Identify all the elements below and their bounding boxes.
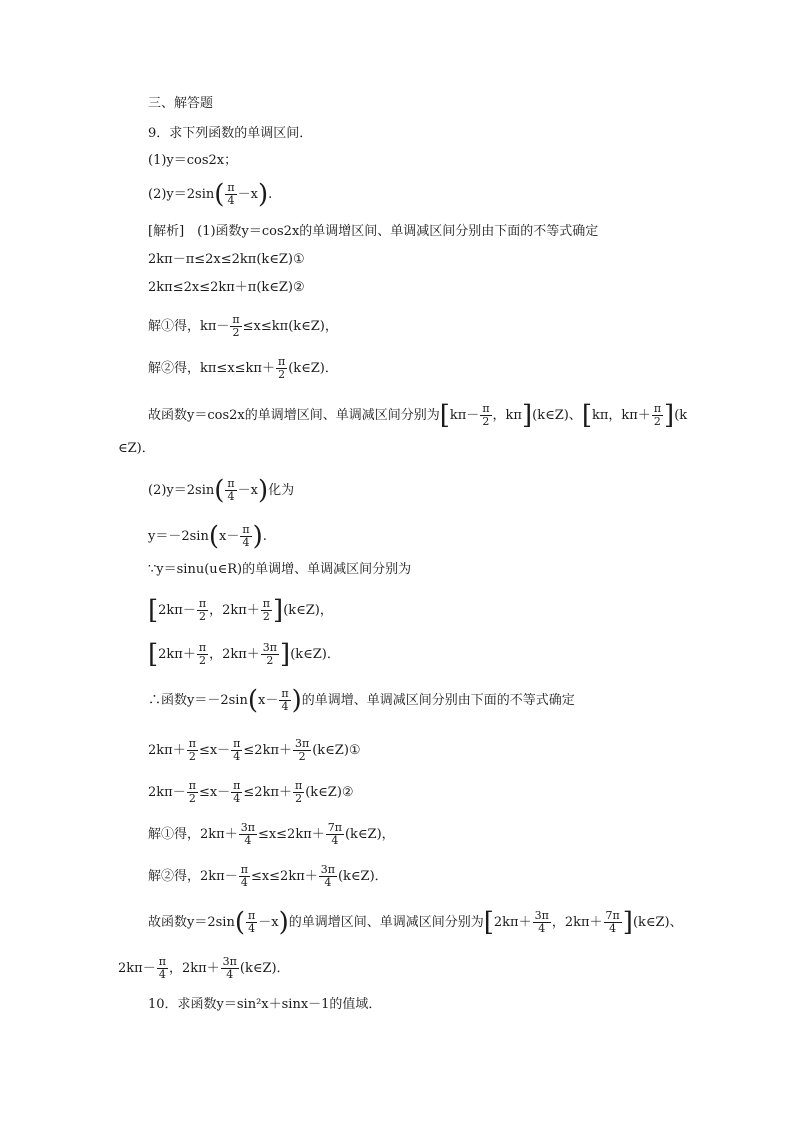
solve-1: 解①得，kπ－ $\frac{\pi}{2}$ ≤x≤kπ(k∈Z)， <box>148 313 338 339</box>
q10-stem: 10．求函数y＝sin²x＋sinx－1的值域． <box>148 997 382 1012</box>
solution-intro: [解析] (1)函数y＝cos2x的单调增区间、单调减区间分别由下面的不等式确定 <box>148 224 599 239</box>
inequality-3: 2kπ＋ $\frac{\pi}{2}$ ≤x－ $\frac{\pi}{4}$ ≤2kπ＋ $\frac{3\pi}{2}$ (k∈Z)① <box>148 737 361 763</box>
solve-2: 解②得，kπ≤x≤kπ＋ $\frac{\pi}{2}$ (k∈Z)． <box>148 355 338 381</box>
q9-stem: 9．求下列函数的单调区间． <box>148 126 313 141</box>
inequality-2: 2kπ≤2x≤2kπ＋π(k∈Z)② <box>148 280 305 295</box>
inequality-1: 2kπ－π≤2x≤2kπ(k∈Z)① <box>148 252 305 267</box>
fraction: $\frac{\pi}{4}$ <box>227 181 235 207</box>
solve-3: 解①得，2kπ＋ $\frac{3\pi}{4}$ ≤x≤2kπ＋ $\frac{7\pi}{4}$ (k∈Z)， <box>148 821 395 847</box>
q9-part1: (1)y＝cos2x； <box>148 153 238 168</box>
solve-4: 解②得，2kπ－ $\frac{\pi}{4}$ ≤x≤2kπ＋ $\frac{3\pi}{4}$ (k∈Z)． <box>148 863 388 889</box>
conclusion-2: 故函数y＝2sin( $\frac{\pi}{4}$ －x)的单调增区间、单调减区间分别为[2kπ＋ $\frac{3\pi}{4}$ ，2kπ＋ $\frac{7\pi}{4}$ ](k∈Z)、 <box>148 907 683 938</box>
inequality-4: 2kπ－ $\frac{\pi}{2}$ ≤x－ $\frac{\pi}{4}$ ≤2kπ＋ $\frac{\pi}{2}$ (k∈Z)② <box>148 779 354 805</box>
conclusion-1-wrap: ∈Z)． <box>118 441 155 456</box>
therefore: ∴函数y＝－2sin(x－ $\frac{\pi}{4}$ )的单调增、单调减区间分别由下面的不等式确定 <box>148 685 575 716</box>
section-heading: 三、解答题 <box>148 96 214 111</box>
conclusion-2-wrap: 2kπ－ $\frac{\pi}{4}$ ，2kπ＋ $\frac{3\pi}{4}$ (k∈Z)． <box>118 955 290 981</box>
because: ∵y＝sinu(u∈R)的单调增、单调减区间分别为 <box>148 562 412 577</box>
conclusion-1: 故函数y＝cos2x的单调增区间、单调减区间分别为[kπ－ $\frac{\pi}{2}$ ，kπ](k∈Z)、[kπ，kπ＋ $\frac{\pi}{2}$ ](k <box>148 400 688 431</box>
interval-2: [2kπ＋ $\frac{\pi}{2}$ ，2kπ＋ $\frac{3\pi}{2}$ ](k∈Z)． <box>148 639 340 670</box>
part2-solution: (2)y＝2sin( $\frac{\pi}{4}$ －x)化为 <box>148 475 295 506</box>
rewrite: y＝－2sin(x－ $\frac{\pi}{4}$ ). <box>148 521 267 552</box>
interval-1: [2kπ－ $\frac{\pi}{2}$ ，2kπ＋ $\frac{\pi}{2}$ ](k∈Z)， <box>148 595 333 626</box>
q9-part2: (2)y＝2sin( $\frac{\pi}{4}$ －x). <box>148 179 273 210</box>
